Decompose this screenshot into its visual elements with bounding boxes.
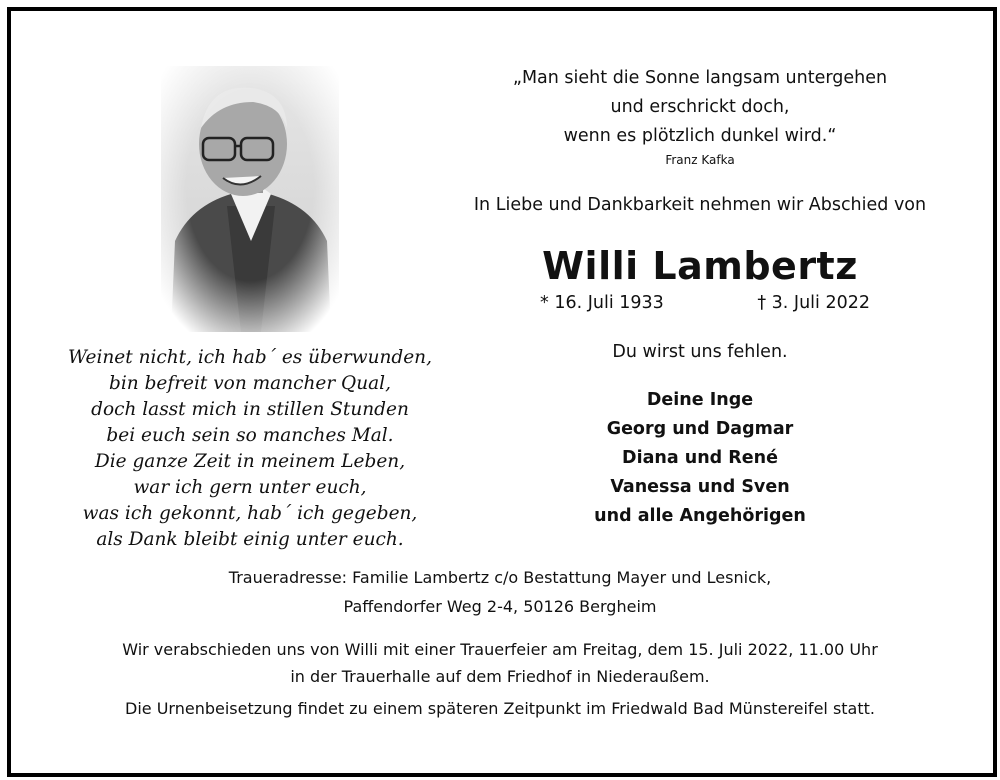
service-line: Wir verabschieden uns von Willi mit einer Trauerfeier am Freitag, dem 15. Juli 2022, 11.00 Uhr <box>122 640 878 659</box>
life-dates <box>540 293 870 313</box>
poem-line: was ich gekonnt, hab´ ich gegeben, <box>82 503 418 524</box>
address-line: Paffendorfer Weg 2-4, 50126 Bergheim <box>343 597 657 616</box>
poem-line: Weinet nicht, ich hab´ es überwunden, <box>68 347 432 368</box>
address-line: Traueradresse: Familie Lambertz c/o Bestattung Mayer und Lesnick, <box>228 568 772 587</box>
portrait-photo <box>161 66 339 332</box>
quote-line: und erschrickt doch, <box>610 97 790 117</box>
mourning-address <box>60 563 940 621</box>
mourner-item: Vanessa und Sven <box>610 477 790 497</box>
farewell-intro: In Liebe und Dankbarkeit nehmen wir Abschied von <box>473 195 927 215</box>
poem-line: doch lasst mich in stillen Stunden <box>91 399 409 420</box>
quote-line: wenn es plötzlich dunkel wird.“ <box>563 126 837 146</box>
funeral-service-info <box>40 636 960 690</box>
mourner-item: Georg und Dagmar <box>606 419 794 439</box>
mourner-item: Deine Inge <box>646 390 754 410</box>
poem-line: war ich gern unter euch, <box>133 477 367 498</box>
deceased-name: Willi Lambertz <box>542 244 858 288</box>
mourner-item: Diana und René <box>622 448 778 468</box>
poem-line: bin befreit von mancher Qual, <box>109 373 391 394</box>
poem <box>60 345 440 553</box>
mourners-list <box>440 386 960 531</box>
missed-text: Du wirst uns fehlen. <box>612 342 788 362</box>
quote-author: Franz Kafka <box>665 153 735 167</box>
poem-line: als Dank bleibt einig unter euch. <box>96 529 404 550</box>
quote-line: „Man sieht die Sonne langsam untergehen <box>512 68 888 88</box>
urn-burial-info: Die Urnenbeisetzung findet zu einem späteren Zeitpunkt im Friedwald Bad Münstereifel statt. <box>125 699 875 718</box>
poem-line: Die ganze Zeit in meinem Leben, <box>94 451 406 472</box>
portrait-photo-icon <box>161 66 339 332</box>
mourner-item: und alle Angehörigen <box>594 506 806 526</box>
death-date: † 3. Juli 2022 <box>757 293 870 313</box>
poem-line: bei euch sein so manches Mal. <box>106 425 394 446</box>
birth-date: * 16. Juli 1933 <box>540 293 664 313</box>
kafka-quote <box>440 64 960 169</box>
service-line: in der Trauerhalle auf dem Friedhof in Niederaußem. <box>290 667 710 686</box>
